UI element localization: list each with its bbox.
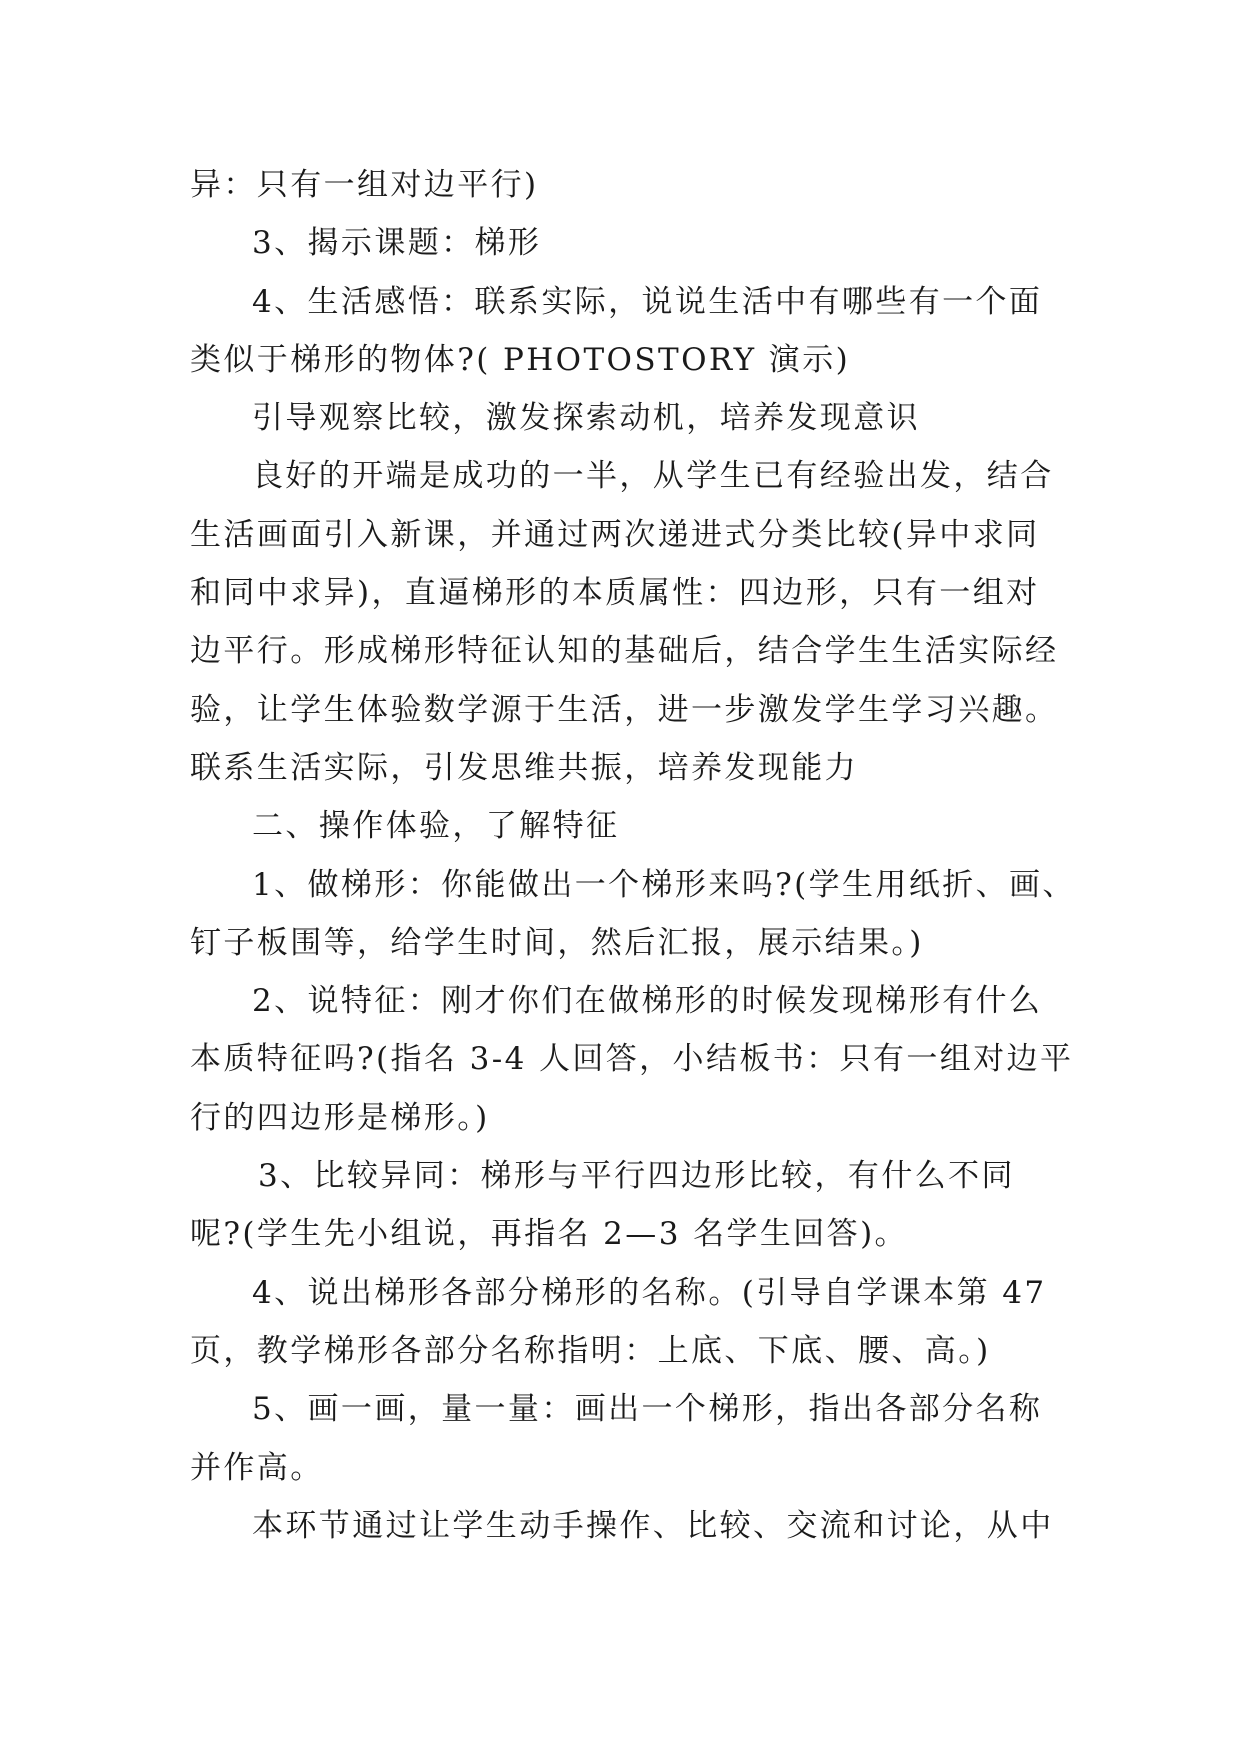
text-line: 4、说出梯形各部分梯形的名称。(引导自学课本第 47: [252, 1274, 1047, 1311]
text-line: 钉子板围等，给学生时间，然后汇报，展示结果。): [190, 924, 924, 961]
text-line: 5、画一画，量一量：画出一个梯形，指出各部分名称: [252, 1391, 1043, 1428]
text-line: 并作高。: [190, 1449, 324, 1486]
text-line: 3、揭示课题：梯形: [252, 225, 542, 262]
text-line: 良好的开端是成功的一半，从学生已有经验出发，结合: [252, 458, 1054, 495]
section-heading: 二、操作体验，了解特征: [252, 808, 620, 845]
document-body: [190, 156, 1076, 1555]
text-line: 验，让学生体验数学源于生活，进一步激发学生学习兴趣。: [190, 691, 1059, 728]
text-line: 1、做梯形：你能做出一个梯形来吗?(学生用纸折、画、: [252, 866, 1076, 903]
text-line: 页，教学梯形各部分名称指明：上底、下底、腰、高。): [190, 1332, 991, 1369]
text-line: 生活画面引入新课，并通过两次递进式分类比较(异中求同: [190, 516, 1040, 553]
text-line: 3、比较异同：梯形与平行四边形比较，有什么不同: [258, 1158, 1015, 1195]
text-line: 类似于梯形的物体?( PHOTOSTORY 演示): [190, 341, 851, 378]
text-line: 2、说特征：刚才你们在做梯形的时候发现梯形有什么: [252, 983, 1043, 1020]
text-line: 边平行。形成梯形特征认知的基础后，结合学生生活实际经: [190, 633, 1059, 670]
text-line: 引导观察比较，激发探索动机，培养发现意识: [252, 400, 920, 437]
text-line: 4、生活感悟：联系实际，说说生活中有哪些有一个面: [252, 283, 1043, 320]
text-line: 本环节通过让学生动手操作、比较、交流和讨论，从中: [252, 1507, 1054, 1544]
text-line: 本质特征吗?(指名 3-4 人回答，小结板书：只有一组对边平: [190, 1041, 1074, 1078]
text-line: 异：只有一组对边平行): [190, 167, 539, 203]
text-line: 呢?(学生先小组说，再指名 2—3 名学生回答)。: [190, 1216, 908, 1253]
text-line: 联系生活实际，引发思维共振，培养发现能力: [190, 749, 858, 786]
text-line: 和同中求异)，直逼梯形的本质属性：四边形，只有一组对: [190, 575, 1040, 612]
text-line: 行的四边形是梯形。): [190, 1099, 490, 1136]
